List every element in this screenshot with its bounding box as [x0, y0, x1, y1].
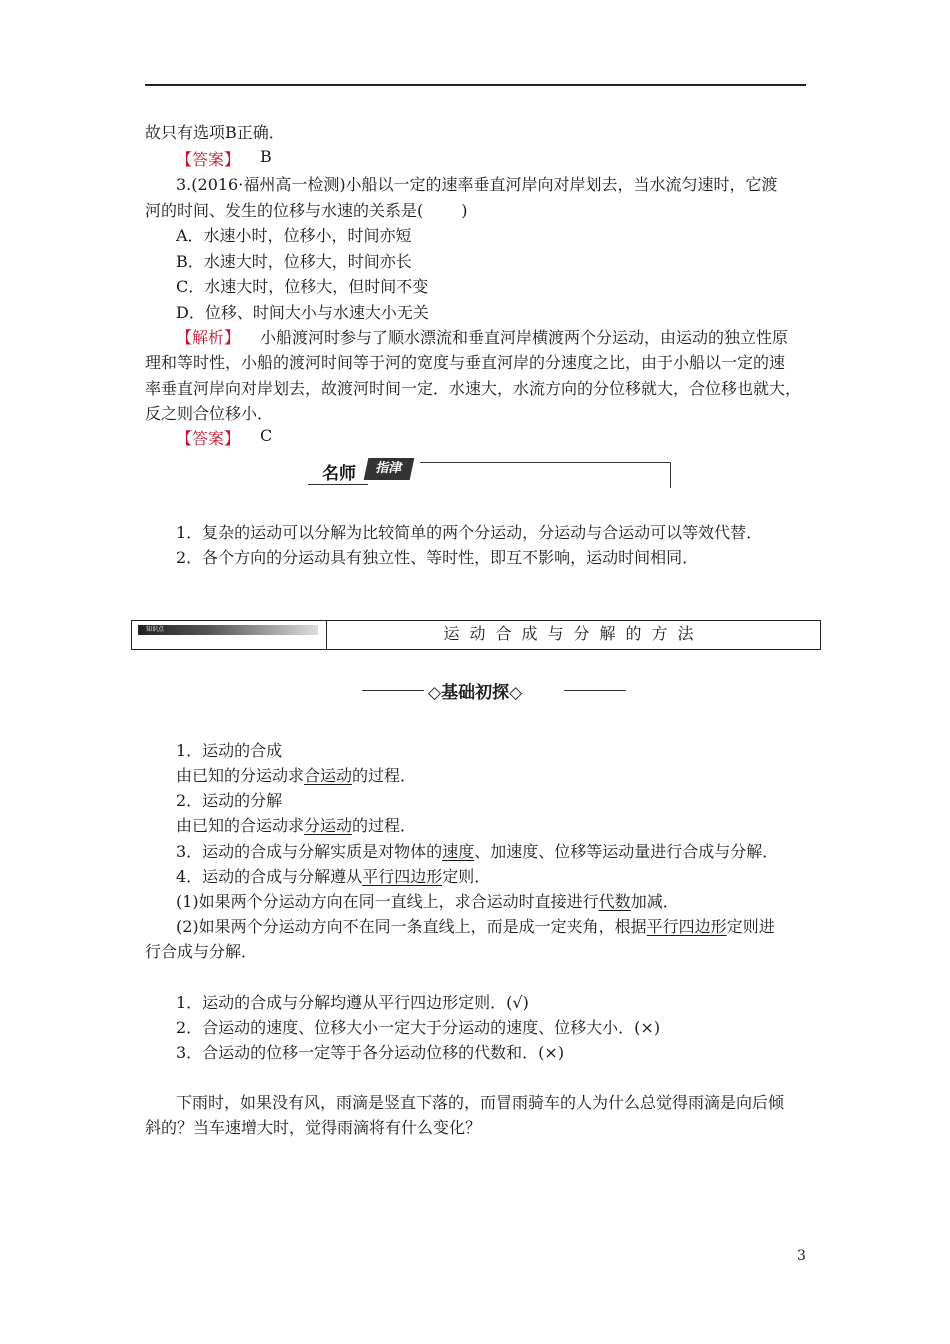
- option-b: B．水速大时，位移大，时间亦长: [176, 252, 412, 271]
- option-a: A．水速小时，位移小，时间亦短: [176, 226, 412, 245]
- question-text: 3.(2016·福州高一检测)小船以一定的速率垂直河岸向对岸划去，当水流匀速时，它渡: [176, 175, 778, 194]
- divider: [564, 690, 626, 691]
- basic-line: 1．运动的合成: [176, 741, 283, 760]
- page-number: 3: [797, 1248, 806, 1264]
- judgment-item: 1．运动的合成与分解均遵从平行四边形定则．(√): [176, 993, 529, 1012]
- section-badge: 知识点: [138, 625, 318, 635]
- question-line: 斜的？当车速增大时，觉得雨滴将有什么变化？: [145, 1118, 482, 1137]
- analysis-line: 反之则合位移小．: [145, 404, 274, 423]
- option-d: D．位移、时间大小与水速大小无关: [176, 303, 429, 322]
- text-line: 故只有选项B正确．: [145, 123, 285, 142]
- analysis-line: 【解析】 小船渡河时参与了顺水漂流和垂直河岸横渡两个分运动，由运动的独立性原: [176, 328, 789, 347]
- option-c: C．水速大时，位移大，但时间不变: [176, 277, 429, 296]
- basic-line: 由已知的合运动求分运动的过程．: [176, 816, 417, 835]
- basic-heading: ◇基础初探◇: [428, 683, 523, 703]
- tip-item: 2．各个方向的分运动具有独立性、等时性，即互不影响，运动时间相同．: [176, 548, 699, 567]
- answer-label: 【答案】: [176, 150, 241, 169]
- answer-value: C: [260, 426, 273, 445]
- tip-item: 1．复杂的运动可以分解为比较简单的两个分运动，分运动与合运动可以等效代替．: [176, 523, 763, 542]
- basic-line: 由已知的分运动求合运动的过程．: [176, 766, 417, 785]
- answer-label: 【答案】: [176, 429, 241, 448]
- header-rule: [145, 84, 806, 86]
- tip-title: 名师: [322, 464, 356, 484]
- question-line: 下雨时，如果没有风，雨滴是竖直下落的，而冒雨骑车的人为什么总觉得雨滴是向后倾: [176, 1093, 785, 1112]
- basic-line: 3．运动的合成与分解实质是对物体的速度、加速度、位移等运动量进行合成与分解．: [176, 842, 779, 861]
- basic-line: (2)如果两个分运动方向不在同一条直线上，而是成一定夹角，根据平行四边形定则进: [176, 917, 775, 936]
- answer-value: B: [260, 147, 272, 166]
- tip-tag: 指津: [364, 458, 415, 480]
- judgment-item: 2．合运动的速度、位移大小一定大于分运动的速度、位移大小．(×): [176, 1018, 661, 1037]
- analysis-label: 【解析】: [176, 328, 241, 347]
- basic-line: 4．运动的合成与分解遵从平行四边形定则．: [176, 867, 491, 886]
- tip-banner: [308, 456, 680, 488]
- basic-line: (1)如果两个分运动方向在同一直线上，求合运动时直接进行代数加减．: [176, 892, 679, 911]
- basic-line: 行合成与分解．: [145, 942, 258, 961]
- section-header: [131, 620, 821, 650]
- basic-line: 2．运动的分解: [176, 791, 283, 810]
- question-text: 河的时间、发生的位移与水速的关系是( ): [145, 201, 468, 220]
- analysis-line: 理和等时性，小船的渡河时间等于河的宽度与垂直河岸的分速度之比，由于小船以一定的速: [145, 353, 786, 372]
- divider: [362, 690, 424, 691]
- section-title: 运动合成与分解的方法: [443, 624, 704, 643]
- analysis-line: 率垂直河岸向对岸划去，故渡河时间一定．水速大，水流方向的分位移就大，合位移也就大，: [145, 379, 802, 398]
- judgment-item: 3．合运动的位移一定等于各分运动位移的代数和．(×): [176, 1043, 565, 1062]
